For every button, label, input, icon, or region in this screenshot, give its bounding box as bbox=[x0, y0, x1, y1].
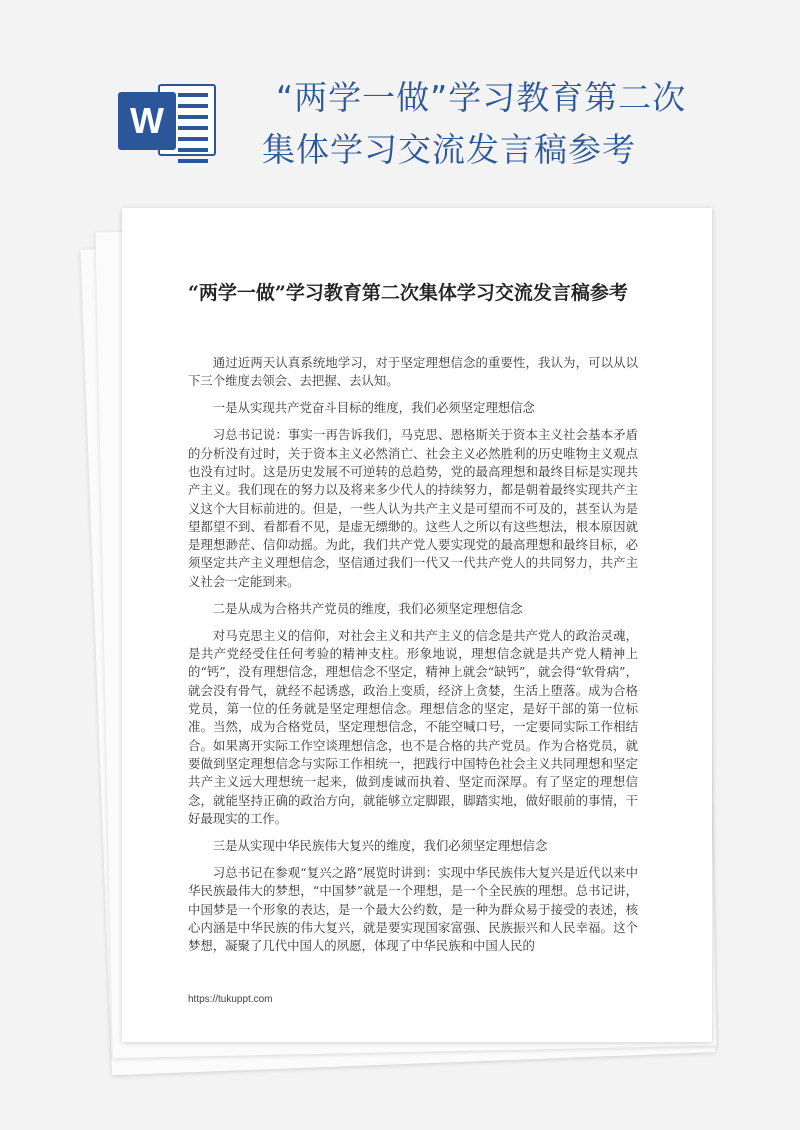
document-title: “两学一做”学习教育第二次集体学习交流发言稿参考 bbox=[188, 282, 628, 304]
section-paragraph-2: 对马克思主义的信仰，对社会主义和共产主义的信念是共产党人的政治灵魂，是共产党经受住任何考验的精神支柱。形象地说，理想信念就是共产党人精神上的“钙”，没有理想信念，理想信念不坚定，精神上就会“缺钙”，就会得“软骨病”，就会没有骨气，就经不起诱惑，政治上变质，经济上贪婪，生活上堕落。成为合格党员，第一位的任务就是坚定理想信念。理想信念的坚定，是好干部的第一位标准。当然，成为合格党员，坚定理想信念，不能空喊口号，一定要同实际工作相结合。如果离开实际工作空谈理想信念，也不是合格的共产党员。作为合格党员，就要做到坚定理想信念与实际工作相统一，把践行中国特色社会主义共同理想和坚定共产主义远大理想统一起来，做到虔诚而执着、坚定而深厚。有了坚定的理想信念，就能坚持正确的政治方向，就能够立定脚跟，脚踏实地，做好眼前的事情，干好最现实的工作。 bbox=[188, 627, 638, 826]
banner-title-line2: 集体学习交流发言稿参考 bbox=[262, 130, 636, 169]
banner-title-line1: “两学一做”学习教育第二次 bbox=[276, 78, 687, 117]
banner-title bbox=[262, 72, 722, 176]
document-body bbox=[188, 354, 638, 964]
document-page-preview bbox=[122, 208, 712, 1042]
section-heading-3: 三是从实现中华民族伟大复兴的维度，我们必须坚定理想信念 bbox=[212, 837, 548, 853]
footer-url: https://tukuppt.com bbox=[188, 994, 273, 1005]
section-paragraph-1: 习总书记说：事实一再告诉我们，马克思、恩格斯关于资本主义社会基本矛盾的分析没有过时，关于资本主义必然消亡、社会主义必然胜利的历史唯物主义观点也没有过时。这是历史发展不可逆转的总趋势，党的最高理想和最终目标是实现共产主义。我们现在的努力以及将来多少代人的持续努力，都是朝着最终实现共产主义这个大目标前进的。但是，一些人认为共产主义是可望而不可及的，甚至认为是望都望不到、看都看不见，是虚无缥缈的。这些人之所以有这些想法，根本原因就是理想渺茫、信仰动摇。为此，我们共产党人要实现党的最高理想和最终目标，必须坚定共产主义理想信念，坚信通过我们一代又一代共产党人的共同努力，共产主义社会一定能到来。 bbox=[188, 427, 638, 589]
section-heading-2: 二是从成为合格共产党员的维度，我们必须坚定理想信念 bbox=[212, 600, 523, 616]
section-heading-1: 一是从实现共产党奋斗目标的维度，我们必须坚定理想信念 bbox=[212, 400, 535, 416]
intro-paragraph: 通过近两天认真系统地学习，对于坚定理想信念的重要性，我认为，可以从以下三个维度去领会、去把握、去认知。 bbox=[188, 355, 638, 389]
section-paragraph-3: 习总书记在参观“复兴之路”展览时讲到：实现中华民族伟大复兴是近代以来中华民族最伟大的梦想，“中国梦”就是一个理想，是一个全民族的理想。总书记讲，中国梦是一个形象的表达，是一个最大公约数，是一种为群众易于接受的表述，核心内涵是中华民族的伟大复兴，就是要实现国家富强、民族振兴和人民幸福。这个梦想，凝聚了几代中国人的夙愿，体现了中华民族和中国人民的 bbox=[188, 864, 638, 954]
word-letter-badge: W bbox=[118, 92, 176, 150]
word-logo-icon bbox=[118, 74, 218, 164]
